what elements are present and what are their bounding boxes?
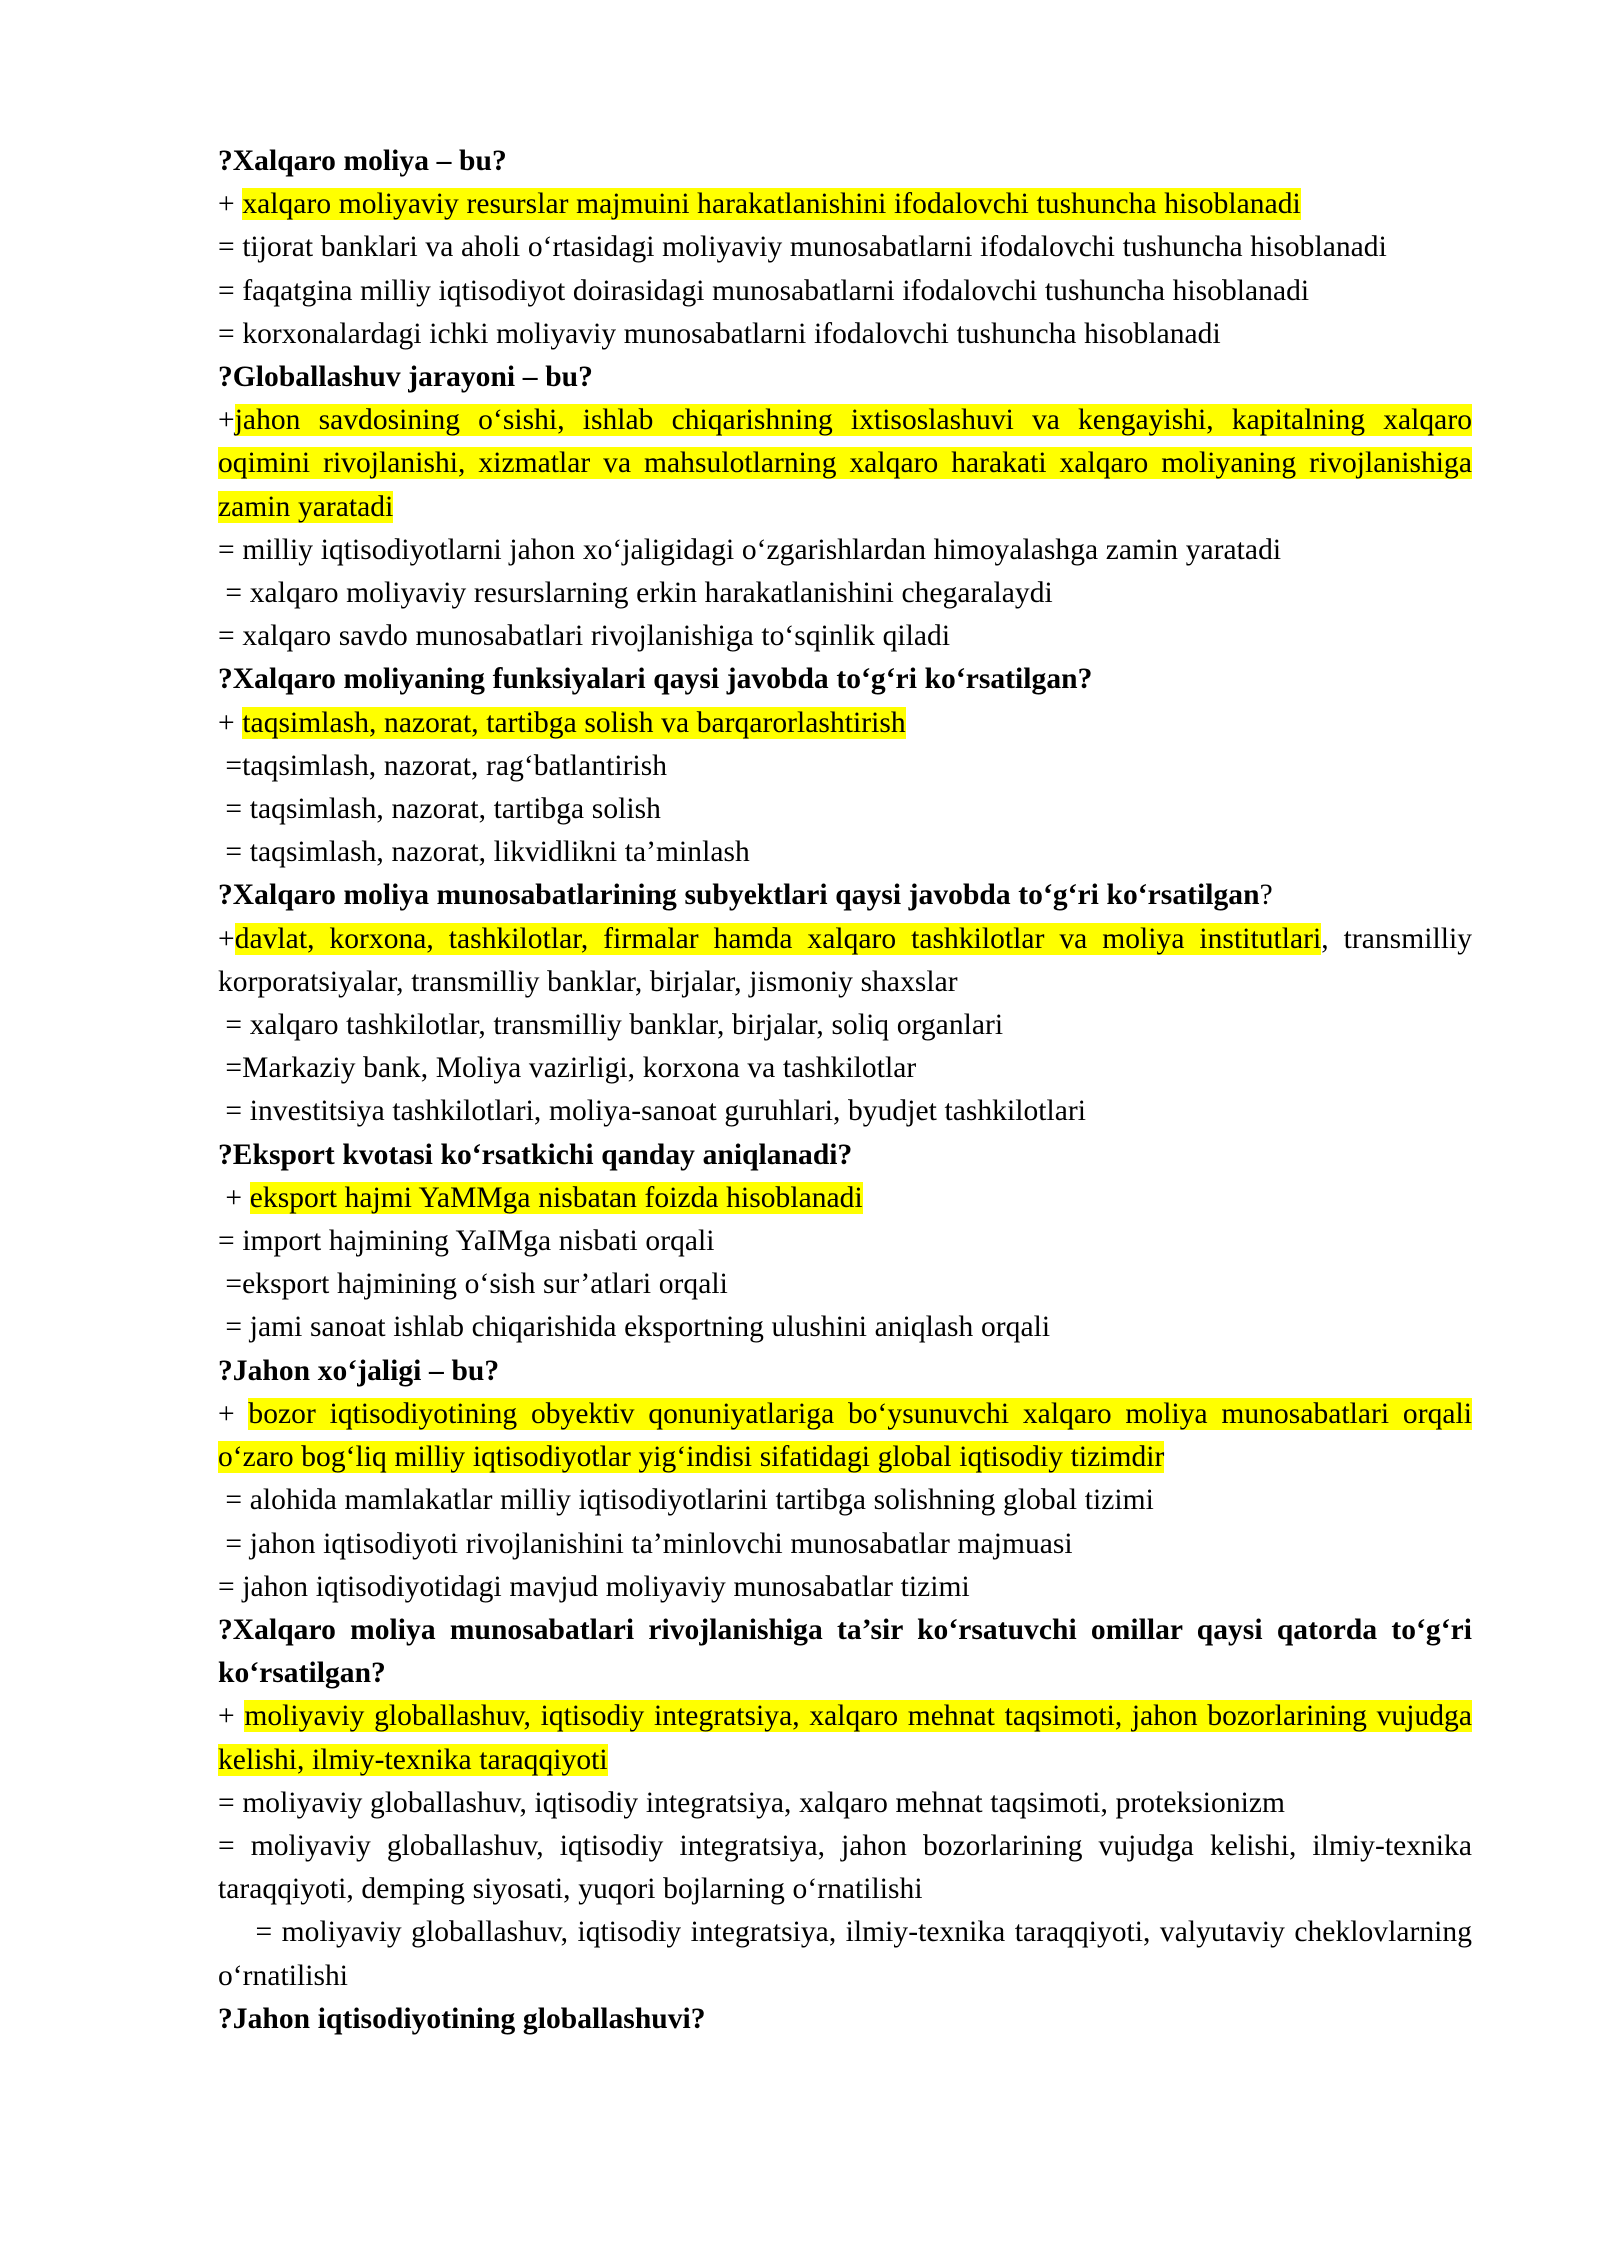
answer-prefix: =	[218, 533, 243, 566]
answer-prefix: +	[218, 922, 235, 955]
question-heading: ?Eksport kvotasi ko‘rsatkichi qanday aniqlanadi?	[218, 1138, 853, 1171]
answer-text: moliyaviy globallashuv, iqtisodiy integratsiya, ilmiy-texnika taraqqiyoti, valyutaviy cheklovlarning o‘rnatilishi	[218, 1916, 1472, 1992]
answer-option	[218, 1523, 1472, 1566]
answer-option	[218, 1479, 1472, 1522]
answer-text-tail: , transmilliy korporatsiyalar, transmilliy banklar, birjalar, jismoniy shaxslar	[218, 922, 1472, 998]
answer-prefix: =	[218, 1311, 250, 1344]
answer-text: xalqaro moliyaviy resurslar majmuini harakatlanishini ifodalovchi tushuncha hisoblanadi	[242, 188, 1301, 221]
answer-text: davlat, korxona, tashkilotlar, firmalar hamda xalqaro tashkilotlar va moliya institutlari	[234, 922, 1322, 955]
question-main: ?Xalqaro moliya munosabatlarining subyektlari qaysi javobda to‘g‘ri ko‘rsatilgan	[218, 879, 1260, 912]
answer-prefix: =	[218, 836, 250, 869]
answer-option	[218, 1263, 1472, 1306]
answer-option	[218, 1566, 1472, 1609]
answer-correct	[218, 1393, 1472, 1479]
answer-text: korxonalardagi ichki moliyaviy munosabatlarni ifodalovchi tushuncha hisoblanadi	[242, 317, 1221, 350]
answer-prefix: =	[218, 749, 243, 782]
answer-correct	[218, 1695, 1472, 1781]
answer-prefix: =	[218, 1225, 243, 1258]
answer-text: jahon iqtisodiyoti rivojlanishini ta’minlovchi munosabatlar majmuasi	[249, 1527, 1073, 1560]
answer-text: xalqaro savdo munosabatlari rivojlanishiga to‘sqinlik qiladi	[242, 620, 951, 653]
answer-prefix: +	[218, 1397, 249, 1430]
answer-prefix: =	[218, 1916, 282, 1949]
question-heading: ?Xalqaro moliya – bu?	[218, 145, 507, 177]
answer-prefix: +	[218, 188, 243, 221]
answer-correct	[218, 1177, 1472, 1220]
answer-option	[218, 1047, 1472, 1090]
answer-option	[218, 745, 1472, 788]
document-body	[218, 140, 1472, 2041]
answer-text: xalqaro tashkilotlar, transmilliy banklar, birjalar, soliq organlari	[249, 1009, 1004, 1042]
answer-option	[218, 572, 1472, 615]
answer-prefix: =	[218, 1527, 250, 1560]
answer-prefix: =	[218, 1484, 250, 1517]
answer-option	[218, 831, 1472, 874]
answer-prefix: =	[218, 1095, 250, 1128]
question-heading: ?Globallashuv jarayoni – bu?	[218, 361, 593, 394]
answer-option	[218, 529, 1472, 572]
answer-text: moliyaviy globallashuv, iqtisodiy integratsiya, xalqaro mehnat taqsimoti, proteksionizm	[242, 1786, 1286, 1819]
answer-option	[218, 1090, 1472, 1133]
answer-prefix: =	[218, 1829, 251, 1862]
answer-option	[218, 1911, 1472, 1997]
answer-text: jahon savdosining o‘sishi, ishlab chiqarishning ixtisoslashuvi va kengayishi, kapitalning xalqaro oqimini rivojlanishi, xizmatlar va mahsulotlarning xalqaro harakati xalqaro moliyaning rivojlanishiga zamin yaratadi	[218, 404, 1472, 523]
answer-option	[218, 1306, 1472, 1349]
answer-text: jami sanoat ishlab chiqarishida eksportning ulushini aniqlash orqali	[249, 1311, 1051, 1344]
answer-text: taqsimlash, nazorat, tartibga solish	[249, 793, 661, 826]
answer-prefix: =	[218, 1009, 250, 1042]
answer-text: Markaziy bank, Moliya vazirligi, korxona va tashkilotlar	[242, 1052, 917, 1085]
answer-option	[218, 615, 1472, 658]
answer-text: taqsimlash, nazorat, likvidlikni ta’minlash	[249, 836, 750, 869]
answer-text: alohida mamlakatlar milliy iqtisodiyotlarini tartibga solishning global tizimi	[249, 1484, 1154, 1517]
answer-prefix: =	[218, 1268, 243, 1301]
answer-option	[218, 1825, 1472, 1911]
answer-text: moliyaviy globallashuv, iqtisodiy integratsiya, xalqaro mehnat taqsimoti, jahon bozorlarining vujudga kelishi, ilmiy-texnika taraqqiyoti	[218, 1700, 1473, 1776]
answer-prefix: +	[218, 1700, 245, 1733]
question-heading	[218, 874, 1472, 917]
answer-prefix: =	[218, 1052, 243, 1085]
answer-prefix: +	[218, 1181, 250, 1214]
question-heading: ?Xalqaro moliya munosabatlari rivojlanishiga ta’sir ko‘rsatuvchi omillar qaysi qatorda to‘g‘ri ko‘rsatilgan?	[218, 1613, 1472, 1690]
answer-prefix: +	[218, 404, 235, 437]
answer-text: bozor iqtisodiyotining obyektiv qonuniyatlariga bo‘ysunuvchi xalqaro moliya munosabatlari orqali o‘zaro bog‘liq milliy iqtisodiyotlar yig‘indisi sifatidagi global iqtisodiy tizimdir	[218, 1397, 1472, 1474]
answer-prefix: =	[218, 1570, 243, 1603]
answer-text: milliy iqtisodiyotlarni jahon xo‘jaligidagi o‘zgarishlardan himoyalashga zamin yaratadi	[242, 533, 1282, 566]
answer-prefix: =	[218, 577, 250, 610]
question-heading: ?Jahon iqtisodiyotining globallashuvi?	[218, 2002, 706, 2035]
answer-text: taqsimlash, nazorat, rag‘batlantirish	[242, 749, 668, 782]
answer-text: xalqaro moliyaviy resurslarning erkin harakatlanishini chegaralaydi	[249, 577, 1053, 610]
answer-text: tijorat banklari va aholi o‘rtasidagi moliyaviy munosabatlarni ifodalovchi tushuncha hisoblanadi	[242, 231, 1387, 264]
answer-text: jahon iqtisodiyotidagi mavjud moliyaviy munosabatlar tizimi	[242, 1570, 970, 1603]
answer-text: eksport hajmi YaMMga nisbatan foizda hisoblanadi	[249, 1181, 863, 1214]
answer-prefix: =	[218, 1786, 243, 1819]
answer-prefix: =	[218, 620, 243, 653]
answer-correct	[218, 702, 1472, 745]
answer-text: import hajmining YaIMga nisbati orqali	[242, 1225, 715, 1258]
answer-option	[218, 313, 1472, 356]
answer-option	[218, 788, 1472, 831]
answer-correct	[218, 399, 1472, 529]
answer-option	[218, 226, 1472, 269]
answer-option	[218, 1004, 1472, 1047]
answer-correct	[218, 183, 1472, 226]
question-heading: ?Jahon xo‘jaligi – bu?	[218, 1354, 500, 1387]
question-heading: ?Xalqaro moliyaning funksiyalari qaysi javobda to‘g‘ri ko‘rsatilgan?	[218, 663, 1093, 696]
answer-text: moliyaviy globallashuv, iqtisodiy integratsiya, jahon bozorlarining vujudga kelishi, ilmiy-texnika taraqqiyoti, demping siyosati, yuqori bojlarning o‘rnatilishi	[218, 1829, 1473, 1906]
question-tail: ?	[1259, 879, 1273, 912]
answer-option	[218, 1220, 1472, 1263]
answer-text: investitsiya tashkilotlari, moliya-sanoat guruhlari, byudjet tashkilotlari	[249, 1095, 1087, 1128]
answer-option	[218, 1782, 1472, 1825]
answer-prefix: =	[218, 274, 243, 307]
answer-prefix: +	[218, 706, 243, 739]
answer-correct	[218, 918, 1472, 1004]
answer-prefix: =	[218, 793, 250, 826]
answer-text: faqatgina milliy iqtisodiyot doirasidagi munosabatlarni ifodalovchi tushuncha hisoblanadi	[242, 274, 1310, 307]
answer-prefix: =	[218, 231, 243, 264]
answer-option	[218, 270, 1472, 313]
answer-text: eksport hajmining o‘sish sur’atlari orqali	[242, 1268, 728, 1301]
answer-prefix: =	[218, 317, 243, 350]
answer-text: taqsimlash, nazorat, tartibga solish va barqarorlashtirish	[242, 706, 906, 739]
